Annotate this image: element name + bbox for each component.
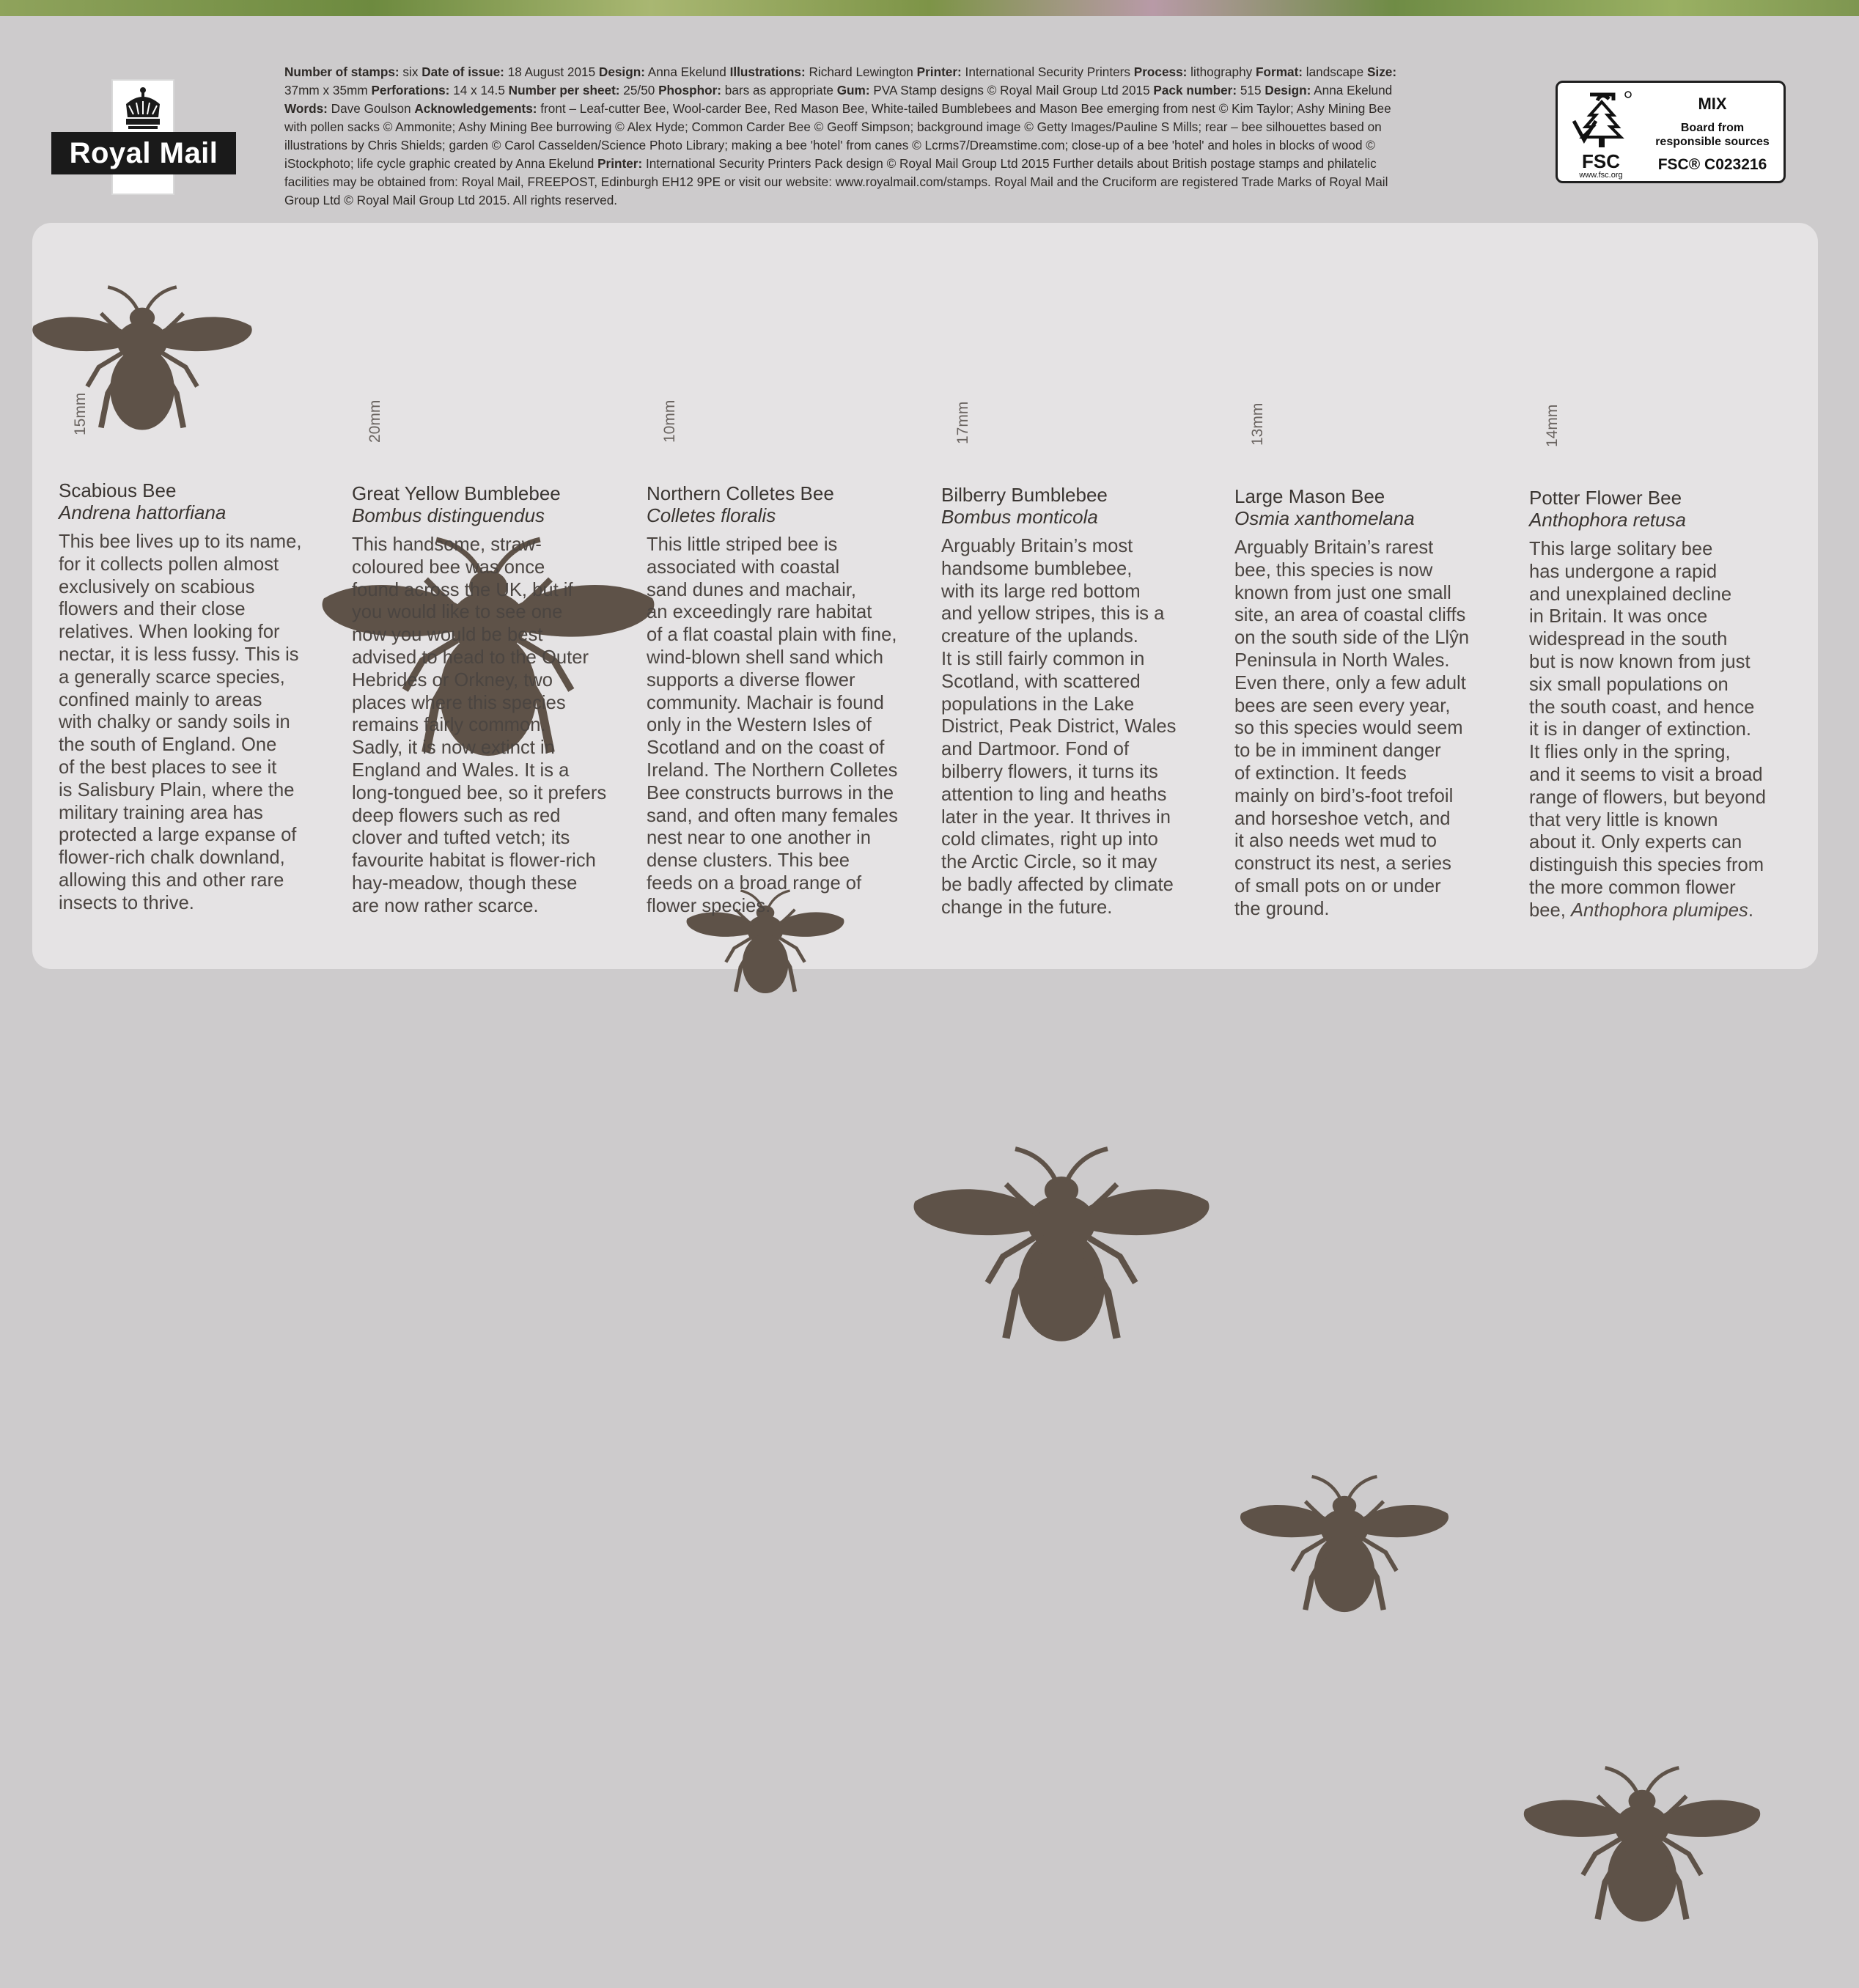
bee-description: This bee lives up to its name, for it collects pollen almost exclusively on scabious flowers and their close relatives. When looking for nectar, it is less fussy. This is a generally scarce species, confined mainly to areas with chalky or sandy soils in the south of England. One of the best places to see it is Salisbury Plain, where the military training area has protected a large expanse of flower-rich chalk downland, allowing this and other rare insects to thrive. (59, 531, 302, 913)
crown-icon (119, 85, 167, 133)
bee-silhouette-icon (32, 1113, 1818, 1407)
details-line: Words: Dave Goulson Acknowledgements: front – Leaf-cutter Bee, Wool-carder Bee, Red Mason Bee, White-tailed Bumblebees and Mason Bee emerging from nest © Kim Taylor; Ashy Mining Bee (284, 101, 1391, 116)
bee-latin-name: Andrena hattorfiana (59, 501, 227, 523)
bee-description: This handsome, straw- coloured bee was once found across the UK, but if you would like to see one now you would be best advised to head to the Outer Hebrides or Orkney, two places where this species remains fairly common. Sadly, it is now extinct in England and Wales. It is a long-tongued bee, so it prefers deep flowers such as red clover and tufted vetch; its favourite habitat is flower-rich hay-meadow, though these are now rather scarce. (352, 534, 607, 916)
bee-size-label: 20mm (367, 400, 383, 443)
details-line: Group Ltd © Royal Mail Group Ltd 2015. All rights reserved. (284, 193, 618, 207)
bee-silhouette-icon (32, 1410, 1818, 1704)
fsc-code: FSC® C023216 (1657, 156, 1767, 173)
bee-latin-name: Colletes floralis (647, 504, 776, 526)
bee-latin-name: Bombus distinguendus (352, 504, 545, 526)
bee-description: This large solitary bee has undergone a rapid and unexplained decline in Britain. It was once widespread in the south but is now known from just six small populations on the south coast, and hence it is in danger of extinction. It flies only in the spring, and it seems to visit a broad range of flowers, but beyond that very little is known about it. Only experts can distinguish this species from the more common flower bee, Anthophora plumipes. (1529, 539, 1766, 921)
bee-description: Arguably Britain’s rarest bee, this species is now known from just one small site, an area of coastal cliffs on the south side of the Llŷn Peninsula in North Wales. Even there, only a few adult bees are seen every year, so this species would seem to be in imminent danger of extinction. It feeds mainly on bird’s-foot trefoil and horseshoe vetch, and it also needs wet mud to construct its nest, a series of small pots on or under the ground. (1234, 537, 1470, 919)
bee-latin-name: Bombus monticola (941, 506, 1098, 528)
bee-common-name: Scabious Bee (59, 479, 177, 501)
fsc-label: FSC (1582, 150, 1620, 172)
bee-panel (32, 223, 1818, 969)
bee-common-name: Great Yellow Bumblebee (352, 482, 561, 504)
bee-size-label: 10mm (661, 400, 678, 443)
bee-silhouette-icon (32, 1707, 1818, 1988)
fsc-url: www.fsc.org (1579, 171, 1623, 180)
bee-common-name: Bilberry Bumblebee (941, 484, 1108, 506)
bee-silhouette-icon (32, 223, 1818, 516)
bee-size-label: 15mm (72, 392, 89, 435)
details-line: 37mm x 35mm Perforations: 14 x 14.5 Number per sheet: 25/50 Phosphor: bars as appropriate Gum: PVA Stamp designs © Royal Mail Group Ltd 2015 Pack number: 515 Design: Anna Ekelund (284, 83, 1393, 97)
bee-size-label: 17mm (954, 401, 971, 444)
details-line: illustrations by Chris Shields; garden © Carol Casselden/Science Photo Library; making a bee 'hotel' from canes © Lcrms7/Dreamstime.com; close-up of a bee 'hotel' and holes in blocks of wood © (284, 138, 1375, 152)
bee-size-label: 14mm (1544, 404, 1561, 447)
fsc-board-text: Board from responsible sources (1655, 122, 1770, 148)
bee-common-name: Potter Flower Bee (1529, 487, 1682, 509)
bee-latin-name: Anthophora retusa (1529, 509, 1686, 531)
top-photo-strip (0, 0, 1859, 16)
details-line: with pollen sacks © Ammonite; Ashy Mining Bee burrowing © Alex Hyde; Common Carder Bee © Geoff Simpson; background image © Getty Images/Pauline S Mills; rear – bee silhouettes based on (284, 119, 1382, 134)
bee-description: This little striped bee is associated with coastal sand dunes and machair, an exceedingly rare habitat of a flat coastal plain with fine, wind-blown shell sand which supports a diverse flower community. Machair is found only in the Western Isles of Scotland and on the coast of Ireland. The Northern Colletes Bee constructs burrows in the sand, and often many females nest near to one another in dense clusters. This bee feeds on a broad range of flower species. (647, 534, 898, 916)
logo-wordmark: Royal Mail (51, 132, 236, 174)
fsc-tree-icon (1568, 89, 1634, 152)
bee-description: Arguably Britain’s most handsome bumblebee, with its large red bottom and yellow stripes, this is a creature of the uplands. It is still fairly common in Scotland, with scattered populations in the Lake District, Peak District, Wales and Dartmoor. Fond of bilberry flowers, it turns its attention to ling and heaths later in the year. It thrives in cold climates, right up into the Arctic Circle, so it may be badly affected by climate change in the future. (941, 536, 1177, 918)
details-line: iStockphoto; life cycle graphic created by Anna Ekelund Printer: International Security Printers Pack design © Royal Mail Group Ltd 2015 Further details about British postage stamps and philatelic (284, 156, 1377, 171)
royal-mail-logo (51, 79, 236, 196)
bee-common-name: Northern Colletes Bee (647, 482, 834, 504)
fsc-badge (1556, 81, 1786, 183)
fsc-mix: MIX (1698, 95, 1727, 113)
stamp-details-text (284, 63, 1509, 210)
bee-common-name: Large Mason Bee (1234, 485, 1385, 507)
details-line: facilities may be obtained from: Royal Mail, FREEPOST, Edinburgh EH12 9PE or visit our website: www.royalmail.com/stamps. Royal Mail and the Cruciform are registered Trade Marks of Royal Mail (284, 174, 1388, 189)
bee-size-label: 13mm (1249, 402, 1266, 446)
header (0, 16, 1859, 207)
details-line: Number of stamps: six Date of issue: 18 August 2015 Design: Anna Ekelund Illustrations: Richard Lewington Printer: International Security Printers Process: lithography Format: landscape Size: (284, 65, 1397, 79)
bee-latin-name: Osmia xanthomelana (1234, 507, 1415, 529)
